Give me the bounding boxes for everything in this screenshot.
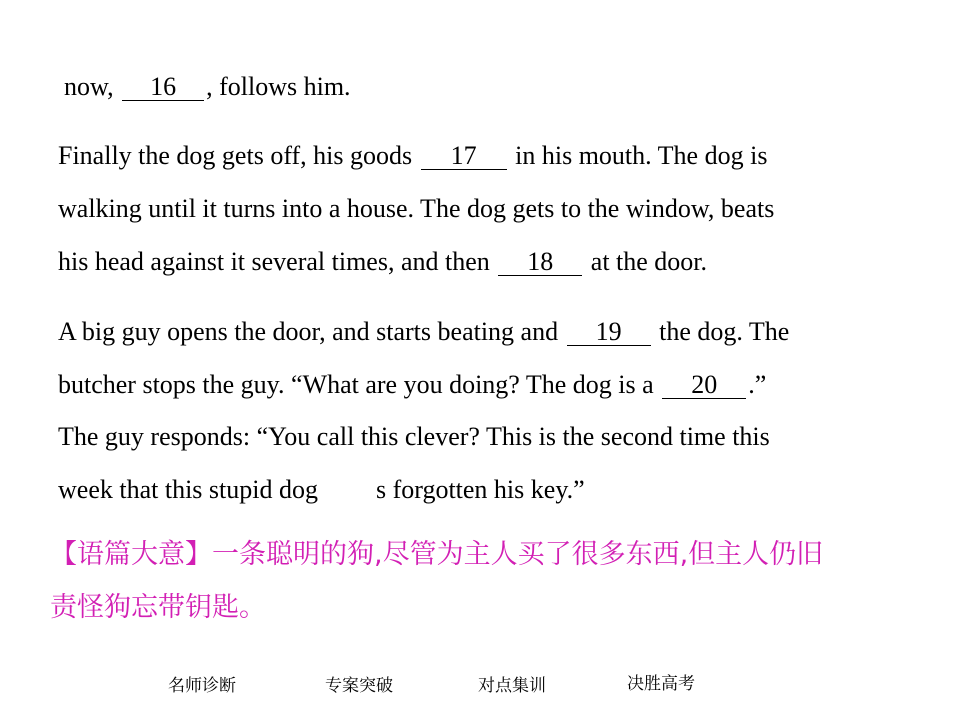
blank-16: 16 xyxy=(122,74,204,101)
line-text: the dog. The xyxy=(659,317,790,346)
line-text: in his mouth. The dog is xyxy=(515,141,768,170)
passage-line-4 xyxy=(58,247,707,277)
line-text: at the door. xyxy=(590,247,708,276)
line-text: A big guy opens the door, and starts beating and xyxy=(58,317,559,346)
passage-line-6 xyxy=(58,370,766,400)
passage-line-2 xyxy=(58,141,767,171)
line-text: Finally the dog gets off, his goods xyxy=(58,141,413,170)
passage-line-5 xyxy=(58,317,789,347)
nav-zhuanan-tupo[interactable]: 专案突破 xyxy=(325,676,393,696)
passage-line-8 xyxy=(58,475,585,505)
summary-line-1: 【语篇大意】一条聪明的狗,尽管为主人买了很多东西,但主人仍旧 xyxy=(50,539,824,570)
blank-19: 19 xyxy=(567,319,651,346)
line-text: s forgotten his key.” xyxy=(375,475,585,504)
blank-20: 20 xyxy=(662,372,746,399)
passage-line-3 xyxy=(58,194,774,224)
line-text: .” xyxy=(748,370,767,399)
blank-18: 18 xyxy=(498,249,582,276)
passage-line-7 xyxy=(58,422,770,452)
line-text: butcher stops the guy. “What are you doing? The dog is a xyxy=(58,370,654,399)
blank-17: 17 xyxy=(421,143,507,170)
line-text: The guy responds: “You call this clever? This is the second time this xyxy=(58,422,770,451)
line-text: now, xyxy=(64,72,114,101)
line-text: week that this stupid dog xyxy=(58,475,318,504)
passage-line-1 xyxy=(64,72,351,102)
nav-juesheng-gaokao[interactable]: 决胜高考 xyxy=(627,674,695,694)
line-text: his head against it several times, and then xyxy=(58,247,490,276)
summary-line-2: 责怪狗忘带钥匙。 xyxy=(50,592,266,623)
line-text: walking until it turns into a house. The dog gets to the window, beats xyxy=(58,194,775,223)
nav-duidian-jixun[interactable]: 对点集训 xyxy=(478,676,546,696)
nav-mingshi-zhenduan[interactable]: 名师诊断 xyxy=(168,676,236,696)
line-text: , follows him. xyxy=(206,72,351,101)
